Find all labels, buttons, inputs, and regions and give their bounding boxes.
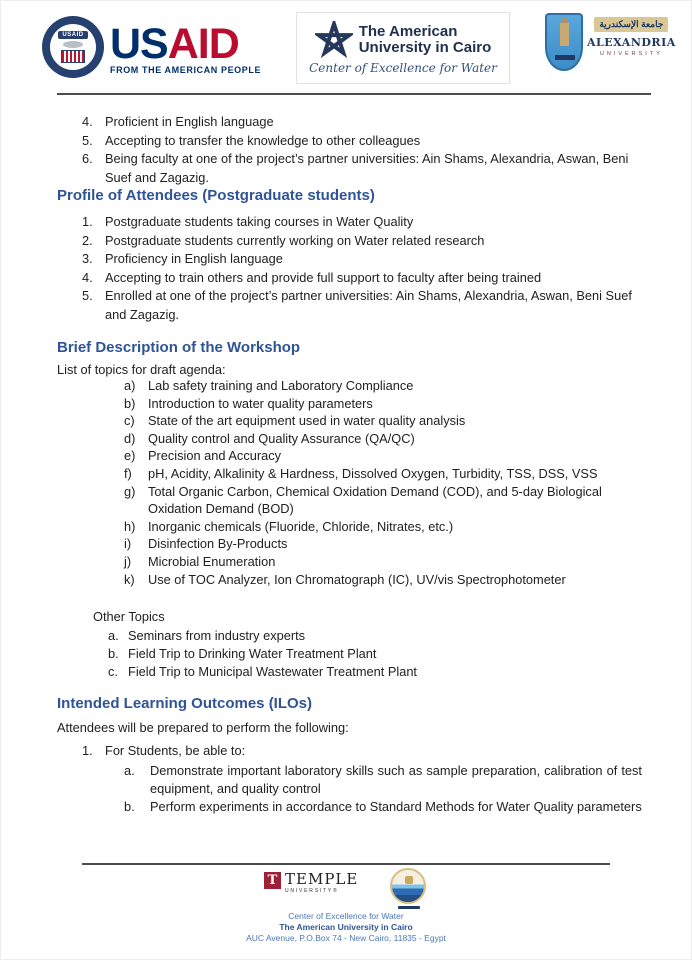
- usaid-seal-label: USAID: [58, 31, 87, 39]
- temple-t-icon: T: [264, 872, 281, 889]
- temple-subname: UNIVERSITY®: [285, 888, 339, 894]
- alexandria-shield-icon: [545, 13, 583, 71]
- list-item-text: For Students, be able to:: [105, 743, 246, 758]
- profile-list: [82, 213, 644, 325]
- list-item-number: g): [124, 483, 136, 499]
- list-item-number: 4.: [82, 114, 93, 129]
- usaid-seal-icon: [42, 16, 104, 78]
- list-item-number: k): [124, 571, 135, 587]
- list-item-text: Inorganic chemicals (Fluoride, Chloride, Nitrates, etc.): [148, 518, 454, 534]
- ilos-intro: Attendees will be prepared to perform the following:: [57, 720, 349, 735]
- list-item-number: a): [124, 378, 136, 393]
- list-item-text: State of the art equipment used in water quality analysis: [148, 413, 466, 429]
- list-item-text: Quality control and Quality Assurance (QA/QC): [148, 430, 415, 446]
- emblem-caption: [398, 906, 420, 909]
- list-item: [82, 742, 642, 761]
- handshake-icon: [63, 41, 83, 48]
- list-item: [82, 287, 644, 324]
- list-item-text: Proficiency in English language: [105, 251, 283, 267]
- usaid-wordmark-text: [110, 20, 261, 68]
- list-item: [124, 535, 646, 553]
- ilos-sublist: [124, 762, 642, 817]
- list-item: [82, 232, 644, 251]
- list-item: [124, 447, 646, 465]
- list-item: [124, 571, 646, 589]
- list-item: [124, 798, 642, 816]
- list-item: [124, 553, 646, 571]
- alexandria-subname: UNIVERSITY: [599, 51, 663, 57]
- list-item: [124, 412, 646, 430]
- list-item-text: Demonstrate important laboratory skills such as sample preparation, calibration of test equipment, and quality control: [150, 763, 642, 797]
- list-item-text: Microbial Enumeration: [148, 553, 276, 569]
- brief-intro: List of topics for draft agenda:: [57, 362, 226, 377]
- auc-name-line1: The American: [358, 23, 458, 40]
- list-item: [124, 395, 646, 413]
- list-item-text: Seminars from industry experts: [128, 628, 306, 643]
- list-item: [82, 213, 644, 232]
- alexandria-name: ALEXANDRIA: [587, 36, 676, 49]
- other-topics-list: [108, 627, 628, 682]
- list-item: [124, 377, 646, 395]
- section-heading-brief: Brief Description of the Workshop: [57, 339, 301, 356]
- auc-logo: [296, 12, 510, 84]
- other-topics-label: Other Topics: [93, 609, 165, 624]
- list-item-text: Lab safety training and Laboratory Compliance: [148, 378, 414, 393]
- list-item-number: j): [124, 553, 132, 569]
- lighthouse-icon: [560, 22, 569, 46]
- list-item: [124, 518, 646, 536]
- list-item-text: Accepting to transfer the knowledge to other colleagues: [105, 132, 421, 148]
- list-item: [82, 150, 644, 187]
- list-item-number: 6.: [82, 151, 93, 167]
- temple-logo: [264, 872, 358, 894]
- list-item-text: Disinfection By-Products: [148, 536, 288, 552]
- footer-address-line3: AUC Avenue, P.O.Box 74 - New Cairo, 11835 - Egypt: [246, 932, 446, 943]
- auc-knot-icon: [315, 21, 353, 59]
- usaid-wordmark: [110, 20, 262, 75]
- list-item-number: 4.: [82, 269, 93, 285]
- list-item-text: Introduction to water quality parameters: [148, 395, 373, 411]
- list-item: [124, 465, 646, 483]
- lighthouse-base: [555, 55, 575, 60]
- list-item-text: Perform experiments in accordance to Standard Methods for Water Quality parameters: [150, 799, 642, 815]
- auc-center-script: Center of Excellence for Water: [309, 61, 497, 75]
- auc-name: [359, 24, 492, 56]
- list-item-text: Being faculty at one of the project’s partner universities: Ain Shams, Alexandria, Aswan, Beni Suef and Zagazig.: [105, 151, 629, 185]
- list-item-text: Enrolled at one of the project’s partner universities: Ain Shams, Alexandria, Aswan, Beni Suef and Zagazig.: [105, 288, 632, 322]
- usaid-stripes-icon: [61, 50, 85, 63]
- footer-address-line1: Center of Excellence for Water: [288, 911, 404, 921]
- list-item-text: Postgraduate students currently working on Water related research: [105, 232, 485, 248]
- list-item: [108, 627, 628, 645]
- list-item-number: e): [124, 448, 136, 464]
- topics-list: [124, 377, 646, 588]
- list-item-text: Use of TOC Analyzer, Ion Chromatograph (IC), UV/vis Spectrophotometer: [148, 571, 566, 587]
- footer-address: [0, 911, 692, 943]
- list-item-number: b): [124, 395, 136, 411]
- list-item-number: 2.: [82, 232, 93, 248]
- list-item-number: h): [124, 518, 136, 534]
- list-item-number: d): [124, 430, 136, 446]
- list-item-number: b.: [124, 799, 135, 815]
- list-item: [124, 430, 646, 448]
- list-item-text: Precision and Accuracy: [148, 448, 282, 464]
- auc-name-line2: University in Cairo: [358, 39, 492, 56]
- usaid-word-us: US: [110, 20, 168, 68]
- list-item: [108, 663, 628, 681]
- section-heading-ilos: Intended Learning Outcomes (ILOs): [57, 695, 313, 712]
- list-item: [82, 132, 644, 151]
- footer-divider: [82, 863, 610, 865]
- list-item-number: i): [124, 536, 132, 552]
- list-item: [82, 113, 644, 132]
- footer-address-line2: The American University in Cairo: [279, 921, 413, 932]
- list-item: [124, 762, 642, 798]
- ilos-item1: [82, 742, 642, 761]
- list-item-number: c): [124, 413, 135, 429]
- list-item-number: 1.: [82, 743, 93, 758]
- list-item: [82, 250, 644, 269]
- usaid-tagline: FROM THE AMERICAN PEOPLE: [110, 65, 262, 75]
- list-item-number: 3.: [82, 251, 93, 267]
- usaid-seal-inner: [50, 24, 96, 70]
- list-item-text: Proficient in English language: [105, 114, 274, 129]
- list-item-text: Postgraduate students taking courses in Water Quality: [105, 214, 414, 229]
- list-item-number: a.: [108, 628, 119, 643]
- header-divider: [57, 93, 651, 95]
- alexandria-arabic-text: جامعة الإسكندرية: [594, 17, 668, 32]
- list-item-number: 5.: [82, 132, 93, 148]
- center-emblem-icon: [390, 868, 426, 904]
- list-item-number: 5.: [82, 288, 93, 304]
- list-item-number: a.: [124, 763, 135, 778]
- list-item-text: Field Trip to Drinking Water Treatment Plant: [128, 646, 377, 662]
- list-item-number: f): [124, 465, 132, 481]
- emblem-detail: [405, 876, 413, 884]
- list-item-number: b.: [108, 646, 119, 662]
- usaid-word-aid: AID: [167, 20, 239, 68]
- section-heading-profile: Profile of Attendees (Postgraduate students): [57, 187, 375, 204]
- temple-name: TEMPLE: [285, 870, 359, 888]
- intro-list: [82, 113, 644, 187]
- list-item: [82, 269, 644, 288]
- list-item-text: pH, Acidity, Alkalinity & Hardness, Dissolved Oxygen, Turbidity, TSS, DSS, VSS: [148, 465, 598, 481]
- list-item: [108, 645, 628, 663]
- list-item-number: 1.: [82, 214, 93, 229]
- list-item: [124, 483, 646, 518]
- list-item-text: Total Organic Carbon, Chemical Oxidation Demand (COD), and 5-day Biological Oxidation Demand (BOD): [148, 483, 602, 517]
- alexandria-logo: [545, 13, 676, 71]
- list-item-text: Accepting to train others and provide full support to faculty after being trained: [105, 269, 542, 285]
- list-item-number: c.: [108, 664, 118, 680]
- list-item-text: Field Trip to Municipal Wastewater Treatment Plant: [128, 664, 417, 680]
